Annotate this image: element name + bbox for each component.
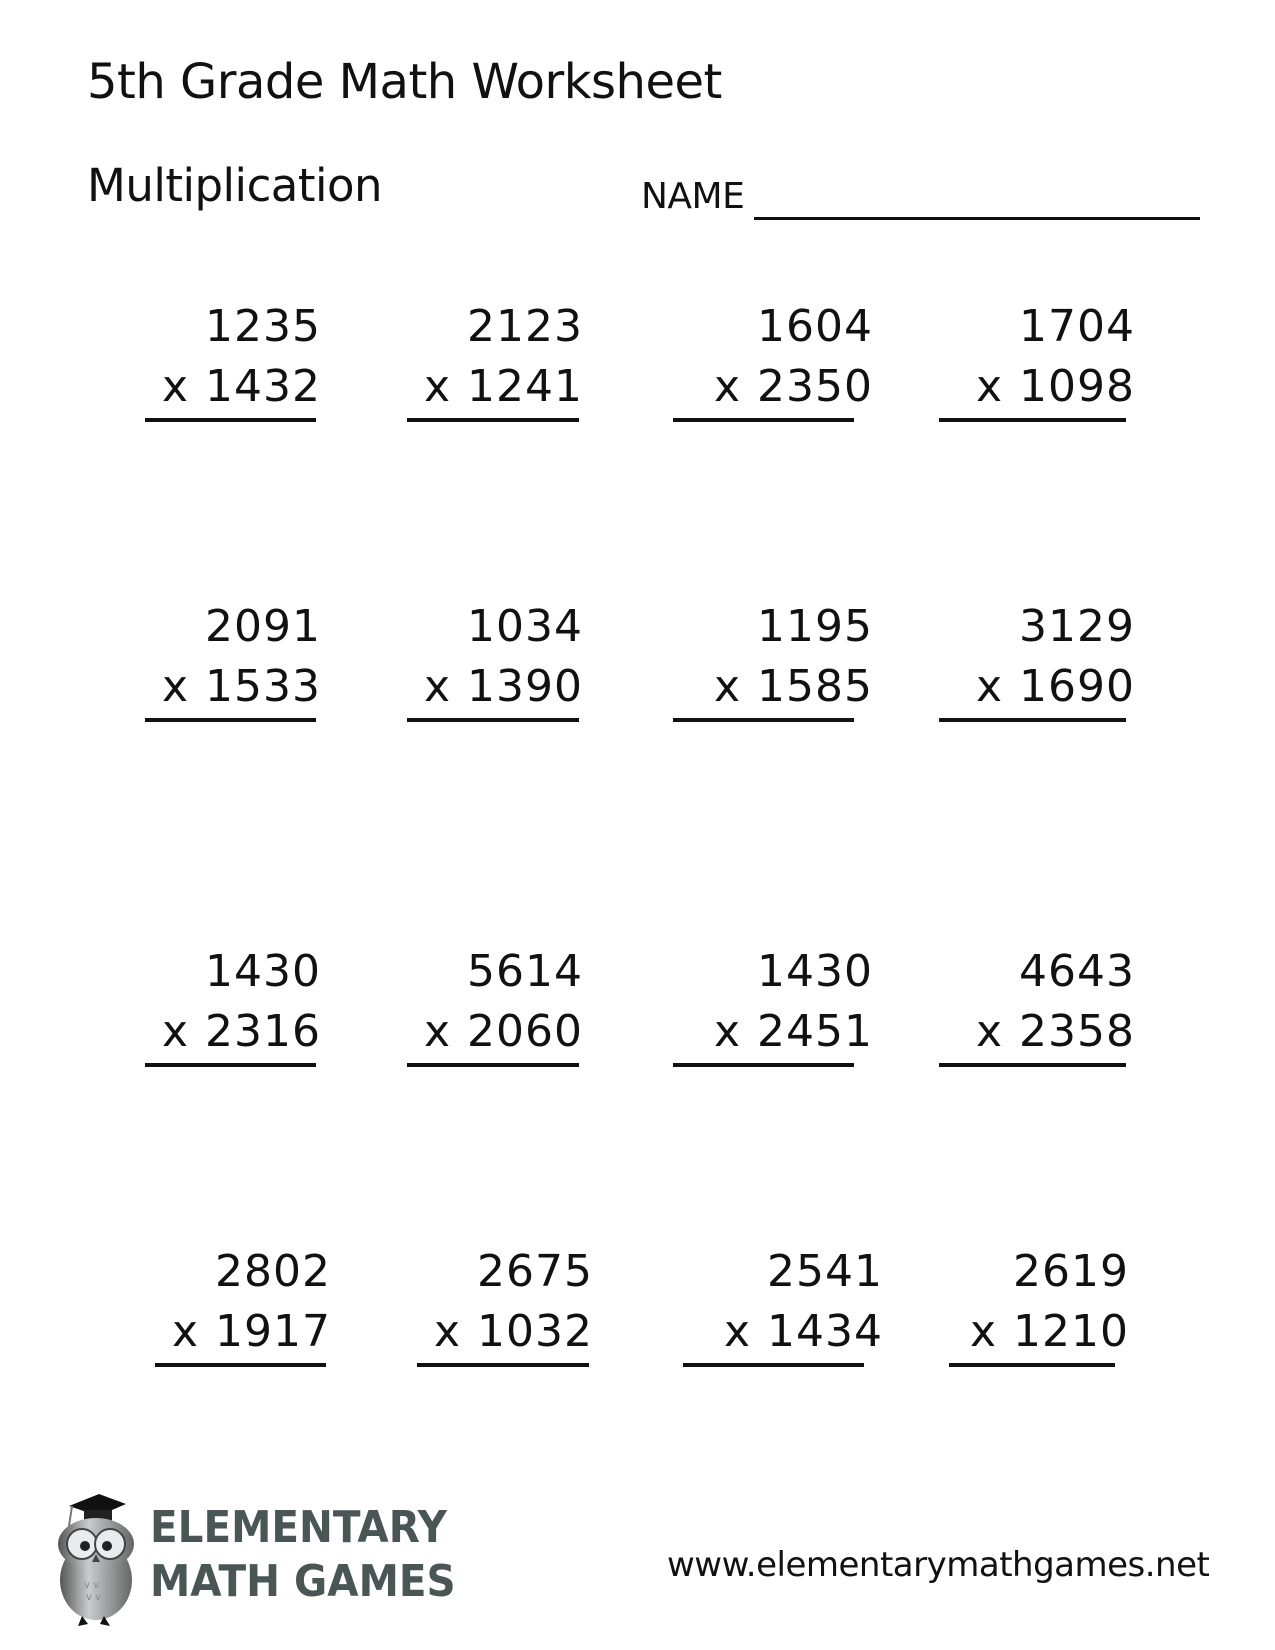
- multiplier: 2060: [467, 1006, 583, 1057]
- answer-line: [145, 718, 316, 722]
- answer-line: [407, 718, 579, 722]
- times-operator: x: [713, 361, 742, 412]
- multiplicand: 2123: [467, 301, 583, 352]
- times-operator: x: [975, 1006, 1004, 1057]
- multiplicand: 3129: [1019, 601, 1135, 652]
- problem-8: [939, 600, 1135, 712]
- problem-4: [939, 300, 1135, 412]
- times-operator: x: [975, 661, 1004, 712]
- multiplier-row: [162, 1005, 321, 1059]
- answer-line: [939, 1063, 1126, 1067]
- multiplicand: 1604: [757, 301, 873, 352]
- answer-line: [673, 718, 854, 722]
- problem-9: [145, 945, 335, 1057]
- times-operator: x: [975, 361, 1004, 412]
- times-operator: x: [723, 1306, 752, 1357]
- multiplier: 1390: [467, 661, 583, 712]
- multiplicand: 4643: [1019, 946, 1135, 997]
- multiplier: 1690: [1019, 661, 1135, 712]
- answer-line: [407, 418, 579, 422]
- multiplier-row: [424, 360, 583, 414]
- multiplier: 1585: [757, 661, 873, 712]
- multiplier: 2350: [757, 361, 873, 412]
- multiplier: 1032: [477, 1306, 593, 1357]
- problem-5: [145, 600, 335, 712]
- multiplier-row: [434, 1305, 593, 1359]
- times-operator: x: [433, 1306, 462, 1357]
- multiplicand: 2619: [1013, 1246, 1129, 1297]
- problem-11: [673, 945, 873, 1057]
- problem-7: [673, 600, 873, 712]
- answer-line: [407, 1063, 579, 1067]
- multiplier-row: [162, 660, 321, 714]
- multiplier: 1533: [205, 661, 321, 712]
- times-operator: x: [161, 661, 190, 712]
- svg-text:v v: v v: [84, 1580, 100, 1591]
- answer-line: [145, 1063, 316, 1067]
- name-label: NAME: [641, 176, 745, 217]
- multiplier-row: [976, 360, 1135, 414]
- problem-10: [407, 945, 597, 1057]
- times-operator: x: [713, 1006, 742, 1057]
- multiplicand: 5614: [467, 946, 583, 997]
- problem-3: [673, 300, 873, 412]
- multiplier-row: [714, 1005, 873, 1059]
- logo-text-line2: MATH GAMES: [150, 1556, 456, 1607]
- multiplier: 2358: [1019, 1006, 1135, 1057]
- svg-text:v v: v v: [86, 1592, 102, 1603]
- problem-16: [949, 1245, 1139, 1357]
- multiplier-row: [714, 660, 873, 714]
- answer-line: [683, 1363, 864, 1367]
- multiplicand: 2541: [767, 1246, 883, 1297]
- answer-line: [155, 1363, 326, 1367]
- problem-6: [407, 600, 597, 712]
- answer-line: [949, 1363, 1115, 1367]
- multiplier-row: [724, 1305, 883, 1359]
- times-operator: x: [423, 661, 452, 712]
- times-operator: x: [423, 1006, 452, 1057]
- multiplier: 1098: [1019, 361, 1135, 412]
- multiplier: 2451: [757, 1006, 873, 1057]
- owl-graduation-cap-icon: [44, 1488, 144, 1628]
- multiplier-row: [172, 1305, 331, 1359]
- multiplicand: 1430: [757, 946, 873, 997]
- answer-line: [673, 418, 854, 422]
- times-operator: x: [171, 1306, 200, 1357]
- multiplier-row: [976, 660, 1135, 714]
- times-operator: x: [161, 361, 190, 412]
- multiplicand: 2091: [205, 601, 321, 652]
- multiplicand: 2802: [215, 1246, 331, 1297]
- worksheet-title: 5th Grade Math Worksheet: [87, 54, 722, 110]
- multiplier: 1210: [1013, 1306, 1129, 1357]
- multiplier: 1432: [205, 361, 321, 412]
- multiplier: 2316: [205, 1006, 321, 1057]
- answer-line: [145, 418, 316, 422]
- website-url[interactable]: www.elementarymathgames.net: [667, 1545, 1210, 1585]
- multiplier: 1241: [467, 361, 583, 412]
- multiplicand: 2675: [477, 1246, 593, 1297]
- multiplier-row: [970, 1305, 1129, 1359]
- problem-12: [939, 945, 1135, 1057]
- problem-14: [417, 1245, 607, 1357]
- multiplier: 1917: [215, 1306, 331, 1357]
- problem-15: [683, 1245, 883, 1357]
- answer-line: [673, 1063, 854, 1067]
- multiplier-row: [162, 360, 321, 414]
- multiplicand: 1430: [205, 946, 321, 997]
- problem-2: [407, 300, 597, 412]
- multiplier: 1434: [767, 1306, 883, 1357]
- multiplicand: 1034: [467, 601, 583, 652]
- times-operator: x: [969, 1306, 998, 1357]
- name-field-line[interactable]: [754, 217, 1200, 220]
- elementary-math-games-logo: [44, 1488, 456, 1628]
- logo-text-line1: ELEMENTARY: [150, 1502, 447, 1553]
- times-operator: x: [423, 361, 452, 412]
- times-operator: x: [713, 661, 742, 712]
- worksheet-subtitle: Multiplication: [87, 159, 383, 212]
- multiplier-row: [424, 1005, 583, 1059]
- answer-line: [939, 718, 1126, 722]
- multiplicand: 1235: [205, 301, 321, 352]
- problem-1: [145, 300, 335, 412]
- answer-line: [939, 418, 1126, 422]
- multiplier-row: [714, 360, 873, 414]
- multiplier-row: [424, 660, 583, 714]
- problem-13: [155, 1245, 345, 1357]
- times-operator: x: [161, 1006, 190, 1057]
- multiplicand: 1704: [1019, 301, 1135, 352]
- multiplier-row: [976, 1005, 1135, 1059]
- answer-line: [417, 1363, 589, 1367]
- multiplicand: 1195: [757, 601, 873, 652]
